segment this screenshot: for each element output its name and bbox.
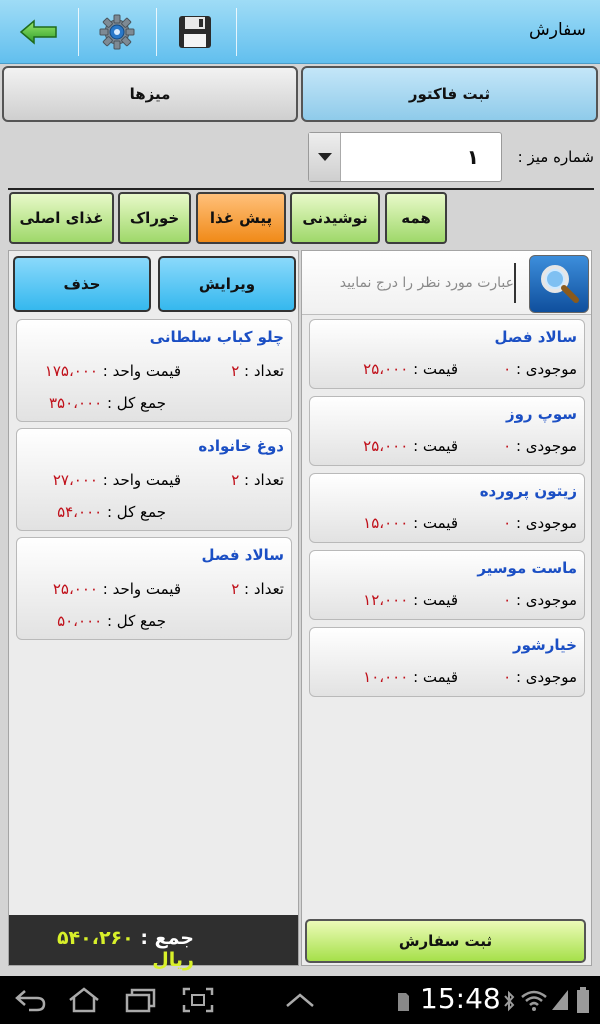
category-appetizers[interactable]: پیش غذا <box>196 192 286 244</box>
search-button[interactable] <box>529 255 589 313</box>
product-price: قیمت : ۱۲،۰۰۰ <box>363 591 458 609</box>
product-name: زیتون پرورده <box>479 482 577 500</box>
floppy-disk-icon <box>177 14 213 50</box>
order-item[interactable] <box>16 319 292 422</box>
product-name: سالاد فصل <box>494 328 577 346</box>
gear-icon <box>99 14 135 50</box>
chevron-up-icon <box>285 992 315 1008</box>
category-main-course[interactable]: غذای اصلی <box>9 192 114 244</box>
system-nav-bar <box>0 976 600 1024</box>
product-panel <box>301 250 592 966</box>
order-item-unit-price: قیمت واحد : ۱۷۵،۰۰۰ <box>44 362 181 380</box>
category-drinks[interactable]: نوشیدنی <box>290 192 380 244</box>
table-number-select[interactable] <box>308 132 502 182</box>
search-bar <box>302 251 591 315</box>
back-icon <box>13 988 47 1012</box>
wifi-icon <box>520 988 548 1012</box>
product-stock: موجودی : ۰ <box>503 514 577 532</box>
product-name: خیارشور <box>513 636 577 654</box>
product-item[interactable] <box>309 550 585 620</box>
order-item-name: چلو کباب سلطانی <box>149 328 284 346</box>
page-title: سفارش <box>529 20 586 40</box>
top-action-bar <box>0 0 600 64</box>
screenshot-button[interactable] <box>178 984 218 1016</box>
table-number-label: شماره میز : <box>517 148 594 166</box>
order-sum: جمع : ۵۴۰،۲۶۰ ریال <box>56 927 194 971</box>
order-item-unit-price: قیمت واحد : ۲۷،۰۰۰ <box>52 471 181 489</box>
tab-bar <box>0 66 600 122</box>
back-button[interactable] <box>4 4 74 60</box>
search-input[interactable] <box>310 263 516 303</box>
sd-card-icon <box>396 992 410 1012</box>
home-nav-button[interactable] <box>64 984 104 1016</box>
recent-apps-button[interactable] <box>120 984 160 1016</box>
order-item-name: سالاد فصل <box>201 546 284 564</box>
screenshot-icon <box>181 986 215 1014</box>
order-sum-bar <box>9 915 298 971</box>
divider <box>8 188 594 190</box>
back-nav-button[interactable] <box>10 984 50 1016</box>
product-item[interactable] <box>309 396 585 466</box>
edit-button[interactable]: ویرایش <box>158 256 296 312</box>
category-dishes[interactable]: خوراک <box>118 192 191 244</box>
signal-icon <box>550 988 570 1012</box>
settings-button[interactable] <box>82 4 152 60</box>
product-name: سوپ روز <box>505 405 577 423</box>
order-item-total: جمع کل : ۳۵۰،۰۰۰ <box>49 394 166 412</box>
order-item-total: جمع کل : ۵۴،۰۰۰ <box>57 503 166 521</box>
product-stock: موجودی : ۰ <box>503 668 577 686</box>
table-number-row <box>0 128 600 184</box>
tab-invoice[interactable]: ثبت فاکتور <box>301 66 598 122</box>
menu-up-button[interactable] <box>282 984 318 1016</box>
product-item[interactable] <box>309 473 585 543</box>
chevron-down-icon <box>318 152 332 162</box>
product-name: ماست موسیر <box>477 559 577 577</box>
home-icon <box>67 987 101 1013</box>
delete-button[interactable]: حذف <box>13 256 151 312</box>
order-item-qty: تعداد : ۲ <box>231 362 284 380</box>
submit-order-button[interactable]: ثبت سفارش <box>305 919 586 963</box>
search-icon <box>537 262 581 306</box>
order-item[interactable] <box>16 537 292 640</box>
tab-tables[interactable]: میزها <box>2 66 298 122</box>
recent-apps-icon <box>123 987 157 1013</box>
order-item-total: جمع کل : ۵۰،۰۰۰ <box>57 612 166 630</box>
product-item[interactable] <box>309 319 585 389</box>
order-item[interactable] <box>16 428 292 531</box>
product-price: قیمت : ۱۵،۰۰۰ <box>363 514 458 532</box>
dropdown-arrow[interactable] <box>309 133 341 181</box>
category-all[interactable]: همه <box>385 192 447 244</box>
battery-icon <box>576 986 590 1014</box>
bluetooth-icon <box>502 990 516 1012</box>
product-item[interactable] <box>309 627 585 697</box>
order-item-unit-price: قیمت واحد : ۲۵،۰۰۰ <box>52 580 181 598</box>
order-panel <box>8 250 299 971</box>
back-arrow-icon <box>19 19 59 45</box>
status-clock: 15:48 <box>420 982 501 1015</box>
category-bar <box>0 192 600 246</box>
order-item-name: دوغ خانواده <box>198 437 284 455</box>
product-price: قیمت : ۲۵،۰۰۰ <box>363 360 458 378</box>
product-stock: موجودی : ۰ <box>503 360 577 378</box>
product-stock: موجودی : ۰ <box>503 437 577 455</box>
order-item-qty: تعداد : ۲ <box>231 471 284 489</box>
product-price: قیمت : ۱۰،۰۰۰ <box>363 668 458 686</box>
product-price: قیمت : ۲۵،۰۰۰ <box>363 437 458 455</box>
table-number-value: ۱ <box>466 145 479 169</box>
product-stock: موجودی : ۰ <box>503 591 577 609</box>
order-item-qty: تعداد : ۲ <box>231 580 284 598</box>
save-button[interactable] <box>160 4 230 60</box>
